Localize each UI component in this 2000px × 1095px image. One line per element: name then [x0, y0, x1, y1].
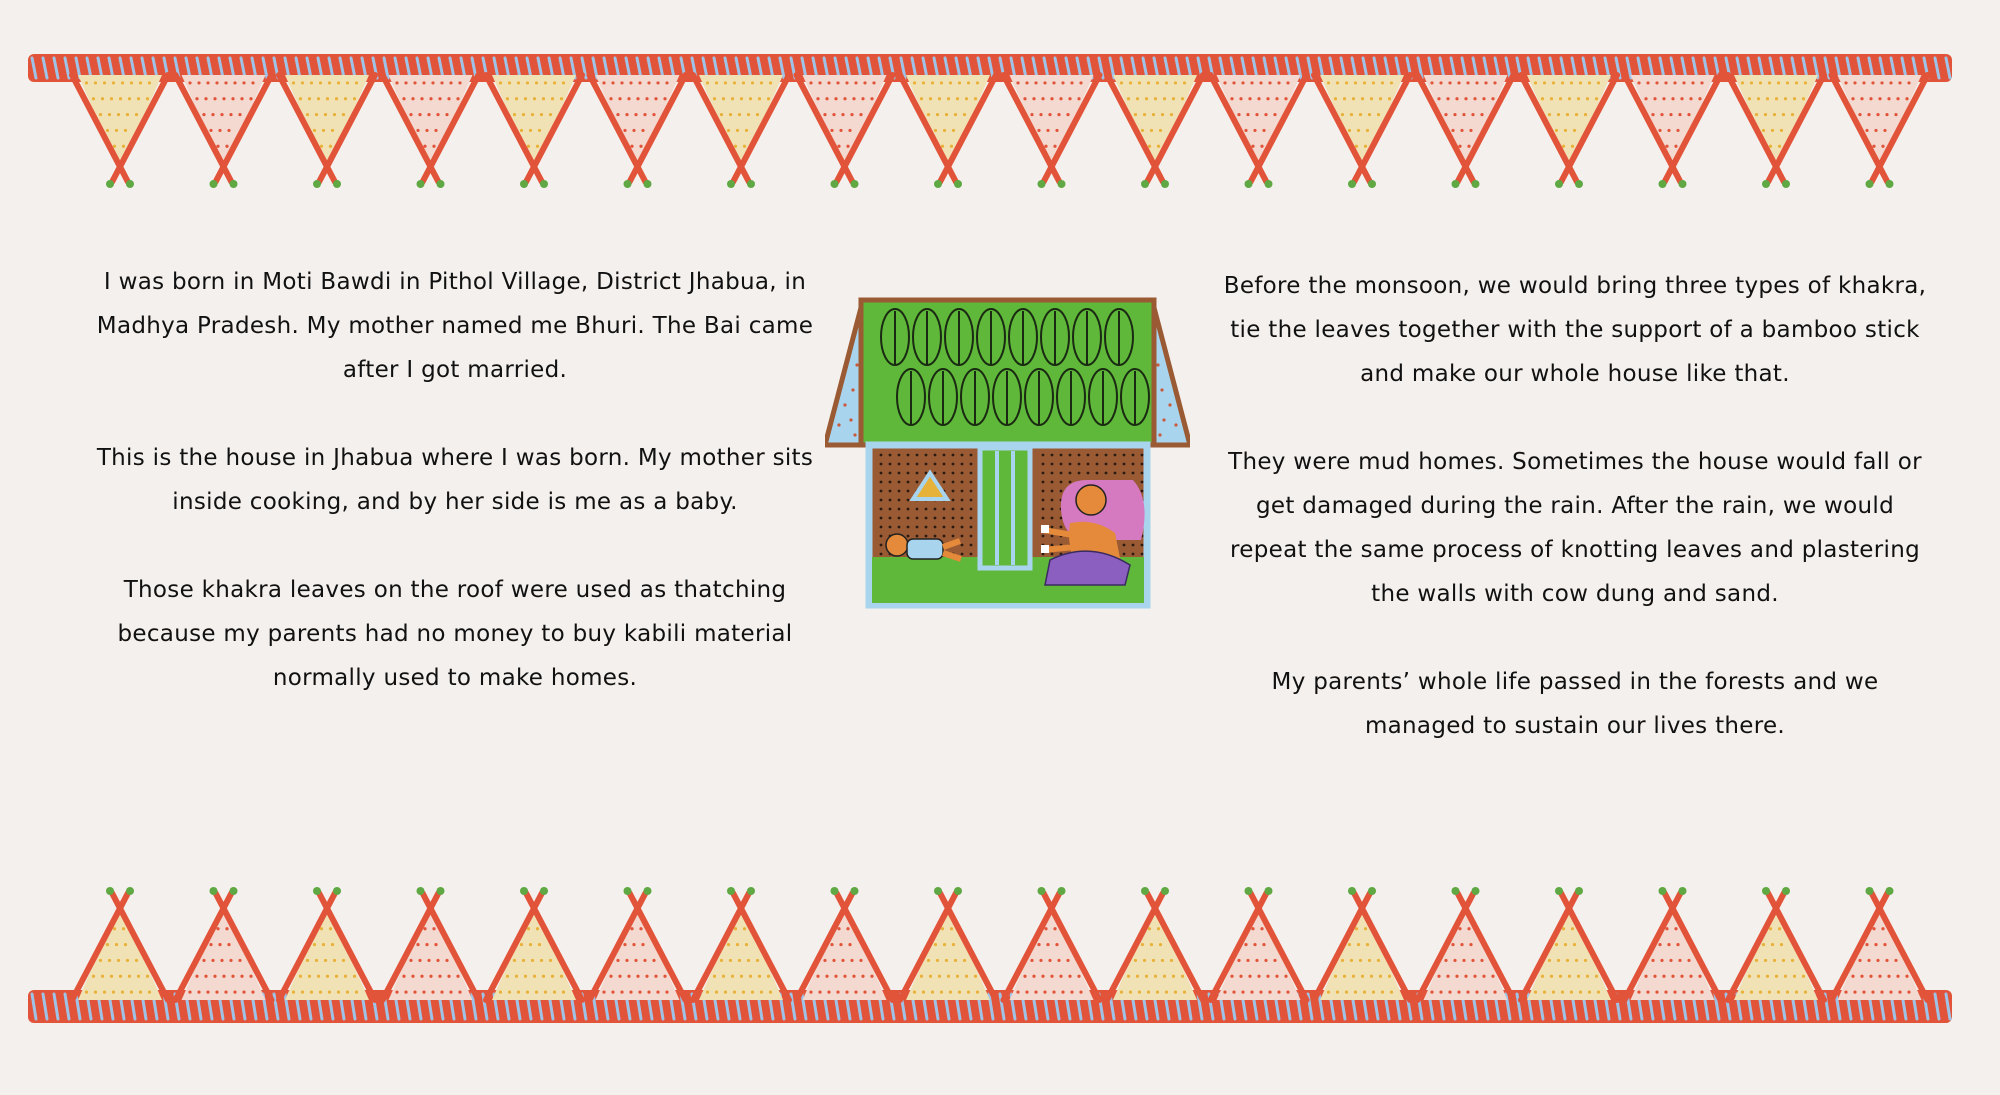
right-paragraph-1: Before the monsoon, we would bring three types of khakra, tie the leaves together with the support of a bamboo stick and make our whole house like that. — [1223, 273, 1927, 387]
left-paragraph-1: I was born in Moti Bawdi in Pithol Village, District Jhabua, in Madhya Pradesh. My mother named me Bhuri. The Bai came after I got married. — [96, 269, 814, 383]
bottom-decorative-border — [0, 875, 2000, 1035]
right-paragraph-3: My parents’ whole life passed in the forests and we managed to sustain our lives there. — [1271, 669, 1879, 739]
house-illustration-icon — [825, 295, 1190, 615]
right-paragraph-2: They were mud homes. Sometimes the house would fall or get damaged during the rain. After the rain, we would repeat the same process of knotting leaves and plastering the walls with cow dung and sand. — [1228, 449, 1922, 607]
left-text-column — [95, 260, 815, 744]
top-decorative-border — [0, 40, 2000, 200]
left-paragraph-2: This is the house in Jhabua where I was born. My mother sits inside cooking, and by her side is me as a baby. — [96, 445, 814, 515]
left-paragraph-3: Those khakra leaves on the roof were used as thatching because my parents had no money to buy kabili material normally used to make homes. — [117, 577, 793, 691]
right-text-column — [1215, 264, 1935, 792]
